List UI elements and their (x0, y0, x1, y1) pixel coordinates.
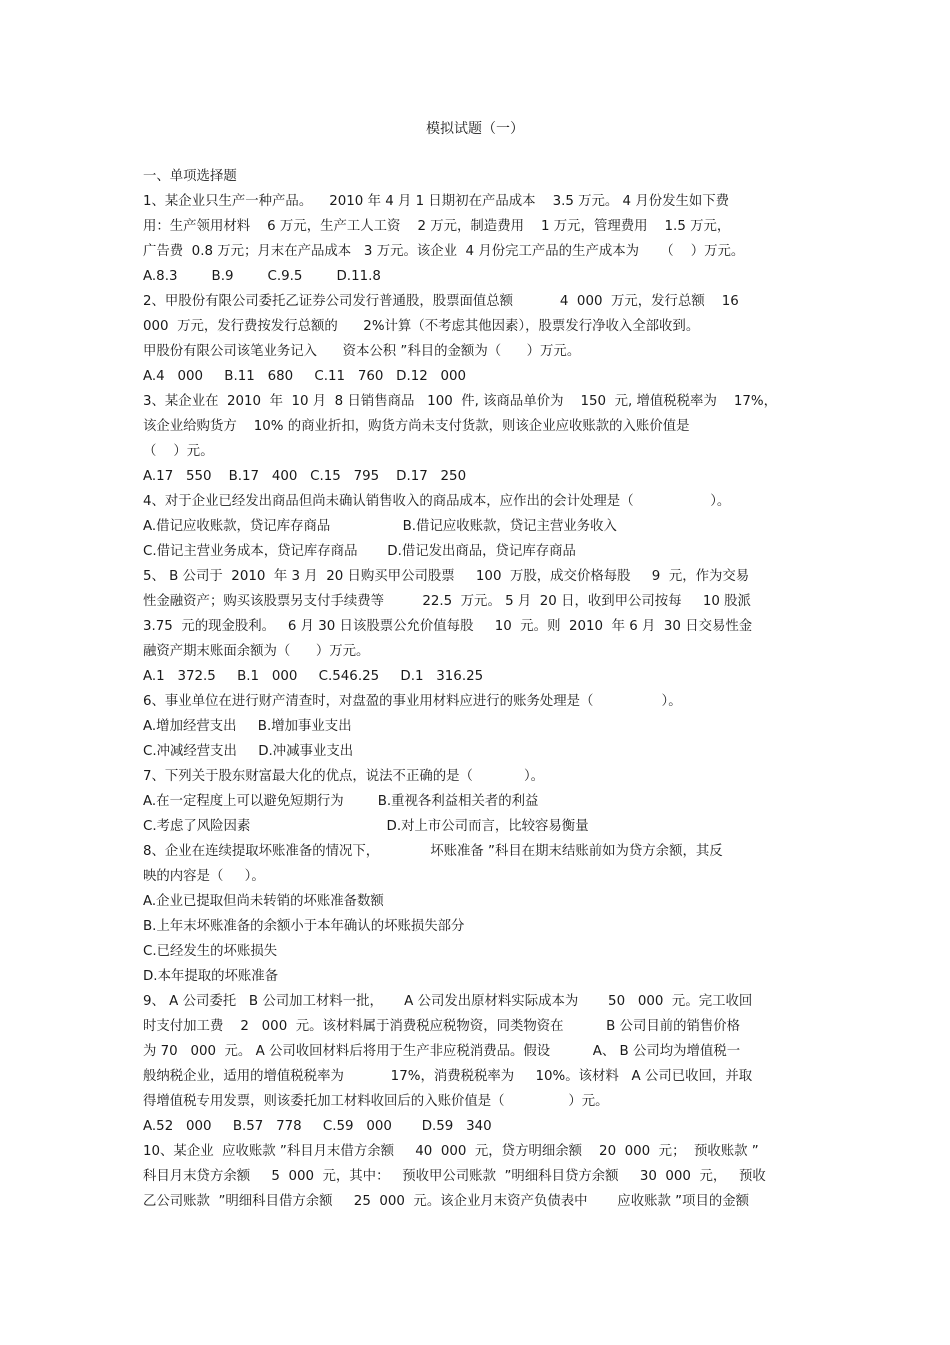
text-line: C.考虑了风险因素 D.对上市公司而言，比较容易衡量 (143, 819, 589, 834)
text-line: C.冲减经营支出 D.冲减事业支出 (143, 744, 354, 759)
text-line: 8、企业在连续提取坏账准备的情况下， 坏账准备 ”科目在期末结账前如为贷方余额，其反 (143, 844, 723, 859)
text-line: 一、单项选择题 (143, 169, 237, 184)
text-line: 甲股份有限公司该笔业务记入 资本公积 ”科目的金额为（ ）万元。 (143, 344, 581, 359)
text-line: A.借记应收账款，贷记库存商品 B.借记应收账款，贷记主营业务收入 (143, 519, 617, 534)
text-line: 1、某企业只生产一种产品。 2010 年 4 月 1 日期初在产品成本 3.5 万元。 4 月份发生如下费 (143, 194, 730, 209)
text-line: （ ）元。 (143, 444, 214, 459)
text-line: 6、事业单位在进行财产清查时，对盘盈的事业用材料应进行的账务处理是（ ）。 (143, 694, 682, 709)
text-line: 得增值税专用发票，则该委托加工材料收回后的入账价值是（ ）元。 (143, 1094, 609, 1109)
text-line: 性金融资产；购买该股票另支付手续费等 22.5 万元。 5 月 20 日，收到甲公司按每 10 股派 (143, 594, 751, 609)
text-line: 为 70 000 元。 A 公司收回材料后将用于生产非应税消费品。假设 A、 B 公司均为增值税一 (143, 1044, 741, 1059)
text-line: 000 万元，发行费按发行总额的 2%计算（不考虑其他因素），股票发行净收入全部收到。 (143, 319, 700, 334)
text-line: 乙公司账款 ”明细科目借方余额 25 000 元。该企业月末资产负债表中 应收账款 ”项目的金额 (143, 1194, 750, 1209)
text-line: A.企业已提取但尚未转销的坏账准备数额 (143, 894, 384, 909)
text-line: 3.75 元的现金股利。 6 月 30 日该股票公允价值每股 10 元。则 2010 年 6 月 30 日交易性金 (143, 619, 753, 634)
text-line: D.本年提取的坏账准备 (143, 969, 279, 984)
text-line: 广告费 0.8 万元；月末在产品成本 3 万元。该企业 4 月份完工产品的生产成本为 （ ）万元。 (143, 244, 745, 259)
text-line: 10、某企业 应收账款 ”科目月末借方余额 40 000 元，贷方明细余额 20 000 元； 预收账款 ” (143, 1144, 759, 1159)
text-line: 5、 B 公司于 2010 年 3 月 20 日购买甲公司股票 100 万股，成交价格每股 9 元，作为交易 (143, 569, 750, 584)
text-line: 该企业给购货方 10% 的商业折扣，购货方尚未支付货款，则该企业应收账款的入账价值是 (143, 419, 690, 434)
text-line: 时支付加工费 2 000 元。该材料属于消费税应税物资，同类物资在 B 公司目前的销售价格 (143, 1019, 741, 1034)
text-line: A.4 000 B.11 680 C.11 760 D.12 000 (143, 369, 467, 384)
page-title: 模拟试题（一） (426, 121, 524, 137)
text-line: A.在一定程度上可以避免短期行为 B.重视各利益相关者的利益 (143, 794, 539, 809)
text-line: 7、下列关于股东财富最大化的优点，说法不正确的是（ ）。 (143, 769, 545, 784)
text-line: A.52 000 B.57 778 C.59 000 D.59 340 (143, 1119, 492, 1134)
text-line: 映的内容是（ ）。 (143, 869, 265, 884)
text-line: 4、对于企业已经发出商品但尚未确认销售收入的商品成本，应作出的会计处理是（ ）。 (143, 494, 731, 509)
text-line: 般纳税企业，适用的增值税税率为 17%，消费税税率为 10%。该材料 A 公司已收回，并取 (143, 1069, 753, 1084)
text-line: A.1 372.5 B.1 000 C.546.25 D.1 316.25 (143, 669, 484, 684)
text-line: 3、某企业在 2010 年 10 月 8 日销售商品 100 件, 该商品单价为 150 元, 增值税税率为 17%， (143, 394, 778, 409)
text-line: A.17 550 B.17 400 C.15 795 D.17 250 (143, 469, 467, 484)
text-line: B.上年末坏账准备的余额小于本年确认的坏账损失部分 (143, 919, 465, 934)
text-line: 用：生产领用材料 6 万元，生产工人工资 2 万元，制造费用 1 万元，管理费用 1.5 万元， (143, 219, 731, 234)
text-line: A.8.3 B.9 C.9.5 D.11.8 (143, 269, 381, 284)
text-line: A.增加经营支出 B.增加事业支出 (143, 719, 352, 734)
text-line: 2、甲股份有限公司委托乙证券公司发行普通股，股票面值总额 4 000 万元，发行总额 16 (143, 294, 739, 309)
text-line: C.借记主营业务成本，贷记库存商品 D.借记发出商品，贷记库存商品 (143, 544, 576, 559)
text-line: 科目月末贷方余额 5 000 元，其中： 预收甲公司账款 ”明细科目贷方余额 30 000 元， 预收 (143, 1169, 766, 1184)
text-line: 9、 A 公司委托 B 公司加工材料一批， A 公司发出原材料实际成本为 50 000 元。完工收回 (143, 994, 753, 1009)
text-line: C.已经发生的坏账损失 (143, 944, 278, 959)
text-line: 融资产期末账面余额为（ ）万元。 (143, 644, 370, 659)
